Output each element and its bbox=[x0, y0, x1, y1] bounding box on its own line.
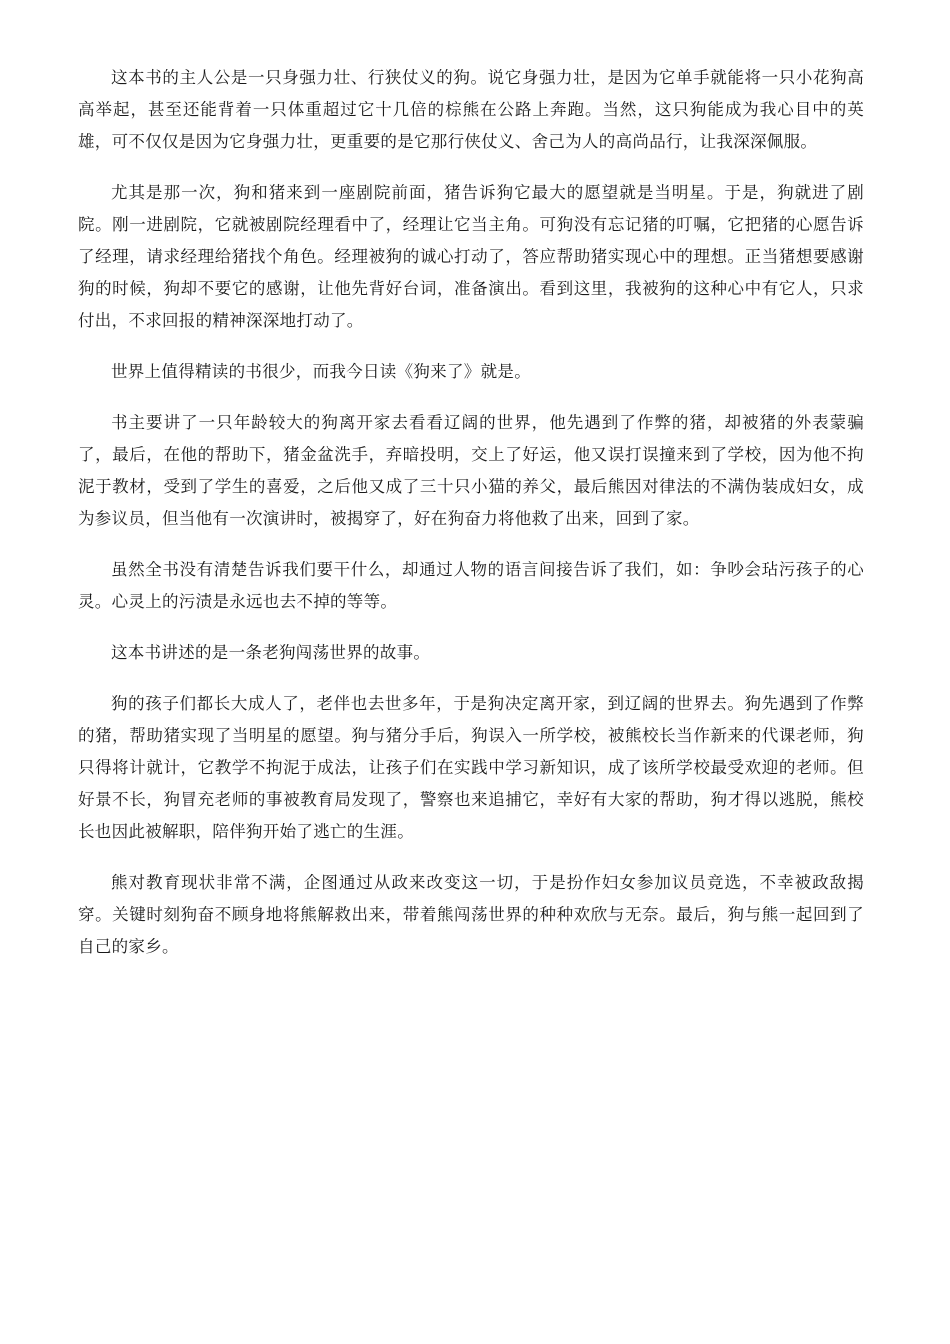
paragraph-6: 这本书讲述的是一条老狗闯荡世界的故事。 bbox=[111, 643, 431, 662]
paragraph-3: 世界上值得精读的书很少，而我今日读《狗来了》就是。 bbox=[111, 362, 531, 381]
paragraph-8: 熊对教育现状非常不满，企图通过从政来改变这一切，于是扮作妇女参加议员竞选，不幸被政敌揭穿。关键时刻狗奋不顾身地将熊解救出来，带着熊闯荡世界的种种欢欣与无奈。最后，狗与熊一起回到了自己的家乡。 bbox=[78, 873, 864, 956]
paragraph-7: 狗的孩子们都长大成人了，老伴也去世多年，于是狗决定离开家，到辽阔的世界去。狗先遇到了作弊的猪，帮助猪实现了当明星的愿望。狗与猪分手后，狗误入一所学校，被熊校长当作新来的代课老师，狗只得将计就计，它教学不拘泥于成法，让孩子们在实践中学习新知识，成了该所学校最受欢迎的老师。但好景不长，狗冒充老师的事被教育局发现了，警察也来追捕它，幸好有大家的帮助，狗才得以逃脱，熊校长也因此被解职，陪伴狗开始了逃亡的生涯。 bbox=[78, 694, 864, 841]
paragraph-1: 这本书的主人公是一只身强力壮、行狭仗义的狗。说它身强力壮，是因为它单手就能将一只小花狗高高举起，甚至还能背着一只体重超过它十几倍的棕熊在公路上奔跑。当然，这只狗能成为我心目中的英雄，可不仅仅是因为它身强力壮，更重要的是它那行侠仗义、舍己为人的高尚品行，让我深深佩服。 bbox=[78, 68, 864, 151]
document-page bbox=[78, 62, 864, 982]
paragraph-4: 书主要讲了一只年龄较大的狗离开家去看看辽阔的世界，他先遇到了作弊的猪，却被猪的外表蒙骗了，最后，在他的帮助下，猪金盆洗手，弃暗投明，交上了好运，他又误打误撞来到了学校，因为他不拘泥于教材，受到了学生的喜爱，之后他又成了三十只小猫的养父，最后熊因对律法的不满伪装成妇女，成为参议员，但当他有一次演讲时，被揭穿了，好在狗奋力将他救了出来，回到了家。 bbox=[78, 413, 864, 528]
paragraph-2: 尤其是那一次，狗和猪来到一座剧院前面，猪告诉狗它最大的愿望就是当明星。于是，狗就进了剧院。刚一进剧院，它就被剧院经理看中了，经理让它当主角。可狗没有忘记猪的叮嘱，它把猪的心愿告诉了经理，请求经理给猪找个角色。经理被狗的诚心打动了，答应帮助猪实现心中的理想。正当猪想要感谢狗的时候，狗却不要它的感谢，让他先背好台词，准备演出。看到这里，我被狗的这种心中有它人，只求付出，不求回报的精神深深地打动了。 bbox=[78, 183, 864, 330]
paragraph-5: 虽然全书没有清楚告诉我们要干什么，却通过人物的语言间接告诉了我们，如：争吵会玷污孩子的心灵。心灵上的污渍是永远也去不掉的等等。 bbox=[78, 560, 864, 611]
